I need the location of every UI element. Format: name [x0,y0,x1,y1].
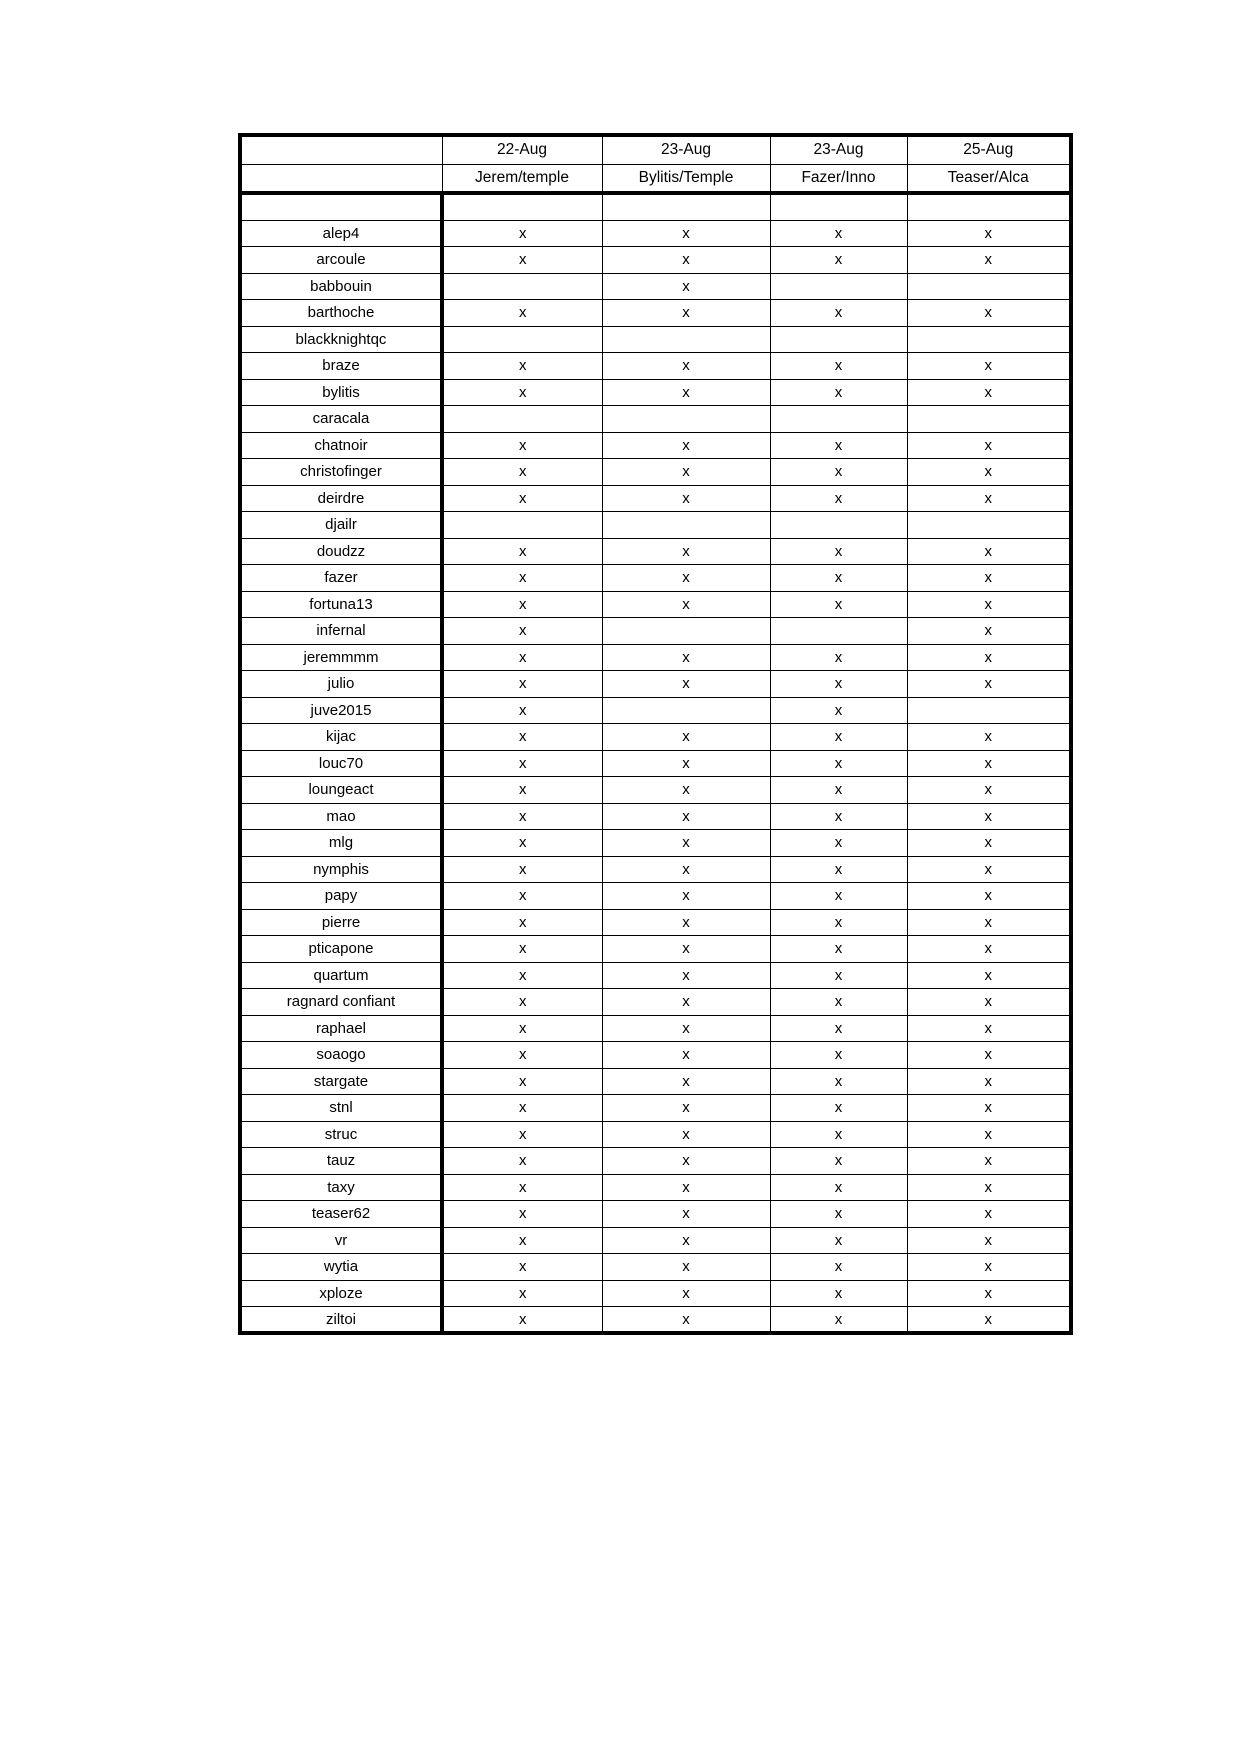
mark-cell: x [770,432,907,459]
mark-cell: x [907,1174,1071,1201]
mark-cell: x [442,671,602,698]
mark-cell: x [907,300,1071,327]
mark-cell: x [442,777,602,804]
mark-cell: x [907,856,1071,883]
mark-cell [602,512,770,539]
mark-cell: x [602,485,770,512]
player-name-cell: chatnoir [240,432,442,459]
player-name-cell: djailr [240,512,442,539]
table-row [240,300,1071,327]
mark-cell: x [602,1307,770,1334]
mark-cell: x [442,750,602,777]
mark-cell: x [442,883,602,910]
table-row [240,936,1071,963]
mark-cell: x [770,300,907,327]
mark-cell: x [442,485,602,512]
mark-cell: x [442,1068,602,1095]
mark-cell: x [442,909,602,936]
mark-cell: x [907,1254,1071,1281]
table-row [240,618,1071,645]
mark-cell: x [907,936,1071,963]
mark-cell: x [442,856,602,883]
mark-cell: x [602,777,770,804]
mark-cell: x [442,1254,602,1281]
mark-cell: x [602,379,770,406]
player-name-cell: taxy [240,1174,442,1201]
mark-cell: x [907,750,1071,777]
player-name-cell: loungeact [240,777,442,804]
player-name-cell: alep4 [240,220,442,247]
spacer-cell [602,193,770,220]
mark-cell [907,273,1071,300]
table-row [240,909,1071,936]
table-row [240,591,1071,618]
mark-cell: x [907,777,1071,804]
player-name-cell: infernal [240,618,442,645]
player-name-cell: mao [240,803,442,830]
mark-cell: x [770,883,907,910]
table-row [240,1148,1071,1175]
mark-cell [442,273,602,300]
mark-cell: x [907,247,1071,274]
mark-cell: x [770,1121,907,1148]
table-row [240,962,1071,989]
player-name-cell: stargate [240,1068,442,1095]
mark-cell: x [770,989,907,1016]
mark-cell: x [442,459,602,486]
mark-cell: x [442,432,602,459]
mark-cell [770,273,907,300]
player-name-cell: soaogo [240,1042,442,1069]
mark-cell: x [770,936,907,963]
mark-cell: x [907,830,1071,857]
player-name-cell: bylitis [240,379,442,406]
table-row [240,750,1071,777]
mark-cell: x [442,1280,602,1307]
mark-cell: x [770,856,907,883]
player-name-cell: doudzz [240,538,442,565]
mark-cell [907,326,1071,353]
table-row [240,697,1071,724]
mark-cell: x [770,777,907,804]
mark-cell: x [907,591,1071,618]
mark-cell: x [602,883,770,910]
player-name-cell: wytia [240,1254,442,1281]
player-name-cell: xploze [240,1280,442,1307]
table-row [240,432,1071,459]
mark-cell: x [602,989,770,1016]
table-row [240,989,1071,1016]
mark-cell: x [602,1148,770,1175]
mark-cell: x [442,1095,602,1122]
mark-cell: x [907,538,1071,565]
mark-cell: x [770,1254,907,1281]
player-name-cell: papy [240,883,442,910]
mark-cell: x [442,538,602,565]
mark-cell: x [602,830,770,857]
player-name-cell: arcoule [240,247,442,274]
player-name-cell: quartum [240,962,442,989]
table-row [240,247,1071,274]
mark-cell: x [770,247,907,274]
mark-cell: x [907,724,1071,751]
mark-cell: x [602,1121,770,1148]
date-header-cell: 23-Aug [770,135,907,164]
mark-cell: x [442,936,602,963]
player-name-cell: barthoche [240,300,442,327]
mark-cell [770,618,907,645]
mark-cell: x [770,459,907,486]
mark-cell: x [602,1280,770,1307]
mark-cell: x [770,485,907,512]
mark-cell: x [602,1227,770,1254]
mark-cell [770,406,907,433]
corner-cell [240,164,442,193]
mark-cell: x [907,353,1071,380]
mark-cell: x [442,300,602,327]
mark-cell: x [770,750,907,777]
mark-cell: x [602,724,770,751]
player-name-cell: pierre [240,909,442,936]
table-row [240,326,1071,353]
mark-cell: x [442,1042,602,1069]
mark-cell: x [442,644,602,671]
mark-cell: x [602,432,770,459]
table-row [240,353,1071,380]
mark-cell: x [442,565,602,592]
pair-header-cell: Bylitis/Temple [602,164,770,193]
mark-cell [770,512,907,539]
mark-cell: x [907,644,1071,671]
mark-cell: x [770,353,907,380]
mark-cell: x [770,1307,907,1334]
player-name-cell: fazer [240,565,442,592]
mark-cell: x [442,724,602,751]
mark-cell [907,697,1071,724]
player-name-cell: kijac [240,724,442,751]
mark-cell [907,512,1071,539]
mark-cell: x [602,1042,770,1069]
player-name-cell: nymphis [240,856,442,883]
mark-cell: x [442,379,602,406]
player-name-cell: ragnard confiant [240,989,442,1016]
mark-cell: x [442,1148,602,1175]
table-row [240,724,1071,751]
table-row [240,671,1071,698]
mark-cell: x [907,1280,1071,1307]
mark-cell: x [602,300,770,327]
mark-cell: x [602,1068,770,1095]
table-row [240,512,1071,539]
mark-cell: x [602,909,770,936]
mark-cell: x [442,618,602,645]
mark-cell: x [602,962,770,989]
mark-cell [602,618,770,645]
player-name-cell: raphael [240,1015,442,1042]
table-row [240,1042,1071,1069]
mark-cell [602,406,770,433]
player-name-cell: jeremmmm [240,644,442,671]
table-row [240,1174,1071,1201]
player-name-cell: blackknightqc [240,326,442,353]
player-name-cell: mlg [240,830,442,857]
table-row [240,1227,1071,1254]
table-row [240,273,1071,300]
mark-cell: x [442,1307,602,1334]
table-row [240,565,1071,592]
table-row [240,803,1071,830]
mark-cell: x [770,1174,907,1201]
table-row [240,1307,1071,1334]
table-row [240,485,1071,512]
date-header-cell: 22-Aug [442,135,602,164]
player-name-cell: struc [240,1121,442,1148]
table-row [240,220,1071,247]
mark-cell: x [770,1148,907,1175]
mark-cell: x [602,565,770,592]
table-row [240,1015,1071,1042]
table-row [240,1280,1071,1307]
mark-cell: x [907,1307,1071,1334]
player-name-cell: vr [240,1227,442,1254]
attendance-table [238,133,1073,1335]
table-row [240,1095,1071,1122]
table-row [240,538,1071,565]
mark-cell: x [770,962,907,989]
mark-cell: x [770,220,907,247]
mark-cell: x [907,962,1071,989]
mark-cell: x [770,697,907,724]
player-name-cell: caracala [240,406,442,433]
mark-cell [442,406,602,433]
mark-cell: x [907,1042,1071,1069]
mark-cell [907,406,1071,433]
date-header-cell: 25-Aug [907,135,1071,164]
mark-cell: x [602,1254,770,1281]
pair-header-cell: Fazer/Inno [770,164,907,193]
mark-cell [770,326,907,353]
mark-cell: x [907,1068,1071,1095]
player-name-cell: christofinger [240,459,442,486]
mark-cell: x [907,883,1071,910]
table-row [240,459,1071,486]
player-name-cell: louc70 [240,750,442,777]
table-row [240,1068,1071,1095]
mark-cell: x [442,830,602,857]
mark-cell: x [442,1121,602,1148]
mark-cell: x [907,220,1071,247]
mark-cell: x [770,724,907,751]
mark-cell: x [442,989,602,1016]
mark-cell: x [907,1148,1071,1175]
mark-cell: x [602,803,770,830]
player-name-cell: tauz [240,1148,442,1175]
mark-cell: x [602,247,770,274]
mark-cell: x [602,1095,770,1122]
mark-cell: x [442,962,602,989]
table-row [240,379,1071,406]
pair-header-cell: Teaser/Alca [907,164,1071,193]
mark-cell: x [442,247,602,274]
mark-cell: x [907,989,1071,1016]
pair-header-cell: Jerem/temple [442,164,602,193]
table-row [240,644,1071,671]
mark-cell [602,326,770,353]
mark-cell: x [770,591,907,618]
mark-cell: x [907,459,1071,486]
mark-cell: x [907,1121,1071,1148]
mark-cell: x [907,909,1071,936]
mark-cell: x [602,591,770,618]
player-name-cell: juve2015 [240,697,442,724]
table-row [240,830,1071,857]
table-row [240,856,1071,883]
mark-cell: x [907,671,1071,698]
player-name-cell: teaser62 [240,1201,442,1228]
corner-cell [240,135,442,164]
mark-cell: x [442,591,602,618]
pair-header-row [240,164,1071,193]
mark-cell: x [602,273,770,300]
table-header [240,135,1071,193]
mark-cell: x [602,750,770,777]
mark-cell: x [770,1201,907,1228]
mark-cell: x [907,1201,1071,1228]
mark-cell: x [442,697,602,724]
mark-cell: x [602,538,770,565]
mark-cell: x [770,671,907,698]
player-name-cell: deirdre [240,485,442,512]
mark-cell: x [770,379,907,406]
mark-cell: x [442,1174,602,1201]
mark-cell [442,512,602,539]
mark-cell: x [907,432,1071,459]
mark-cell: x [770,1227,907,1254]
mark-cell: x [907,1015,1071,1042]
mark-cell: x [442,1227,602,1254]
table-row [240,1201,1071,1228]
mark-cell: x [770,803,907,830]
mark-cell [602,697,770,724]
mark-cell: x [602,936,770,963]
mark-cell: x [770,644,907,671]
player-name-cell: pticapone [240,936,442,963]
mark-cell: x [770,565,907,592]
table-row [240,1254,1071,1281]
mark-cell: x [442,353,602,380]
mark-cell: x [602,856,770,883]
table-body [240,193,1071,1333]
mark-cell: x [602,1201,770,1228]
spacer-row [240,193,1071,220]
mark-cell: x [602,1015,770,1042]
mark-cell: x [770,830,907,857]
mark-cell: x [770,538,907,565]
mark-cell: x [602,1174,770,1201]
player-name-cell: babbouin [240,273,442,300]
mark-cell: x [770,1095,907,1122]
player-name-cell: stnl [240,1095,442,1122]
spacer-cell [442,193,602,220]
table-row [240,777,1071,804]
mark-cell: x [907,618,1071,645]
mark-cell [442,326,602,353]
mark-cell: x [907,1227,1071,1254]
mark-cell: x [907,485,1071,512]
table-row [240,883,1071,910]
mark-cell: x [602,644,770,671]
player-name-cell: ziltoi [240,1307,442,1334]
mark-cell: x [907,1095,1071,1122]
mark-cell: x [770,1015,907,1042]
mark-cell: x [442,803,602,830]
mark-cell: x [602,353,770,380]
mark-cell: x [442,220,602,247]
mark-cell: x [442,1201,602,1228]
spacer-cell [907,193,1071,220]
player-name-cell: julio [240,671,442,698]
mark-cell: x [907,379,1071,406]
table-row [240,1121,1071,1148]
mark-cell: x [907,565,1071,592]
player-name-cell: braze [240,353,442,380]
mark-cell: x [442,1015,602,1042]
mark-cell: x [770,909,907,936]
mark-cell: x [602,220,770,247]
date-header-row [240,135,1071,164]
mark-cell: x [907,803,1071,830]
spacer-cell [770,193,907,220]
mark-cell: x [602,459,770,486]
mark-cell: x [770,1068,907,1095]
mark-cell: x [602,671,770,698]
spacer-name-cell [240,193,442,220]
mark-cell: x [770,1042,907,1069]
date-header-cell: 23-Aug [602,135,770,164]
player-name-cell: fortuna13 [240,591,442,618]
mark-cell: x [770,1280,907,1307]
table-row [240,406,1071,433]
